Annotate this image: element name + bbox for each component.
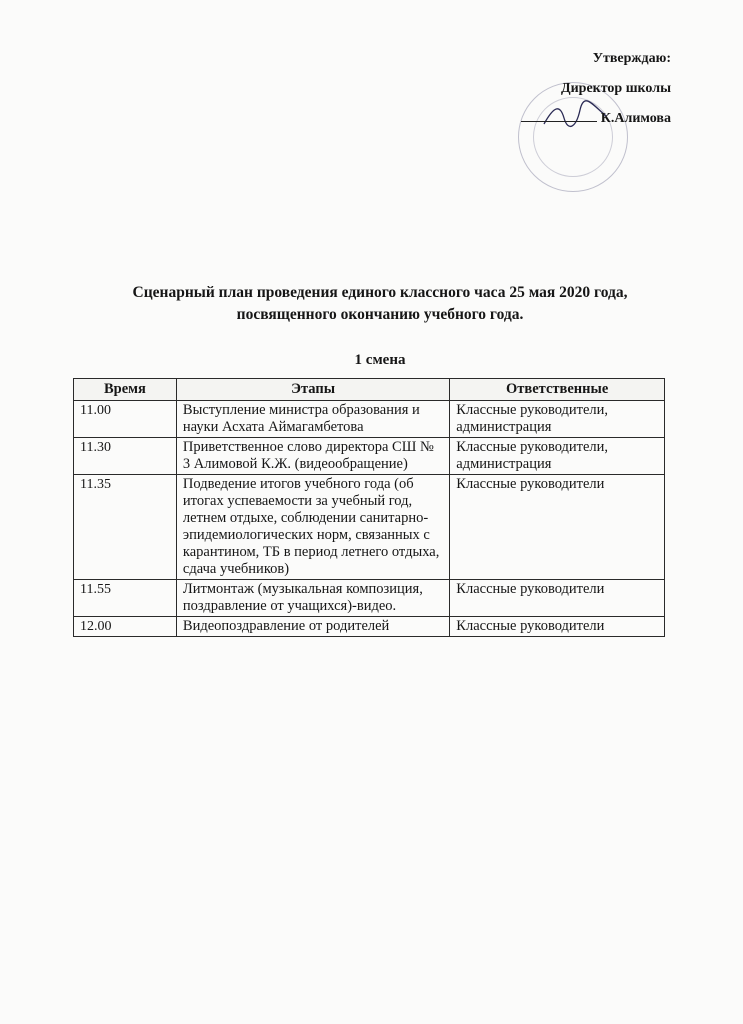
row-responsible: Классные руководители [450,580,665,617]
document-title [90,282,670,326]
schedule-table [73,378,665,637]
header-responsible: Ответственные [450,379,665,401]
table-header-row [74,379,665,401]
row-stage: Приветственное слово директора СШ № 3 Алимовой К.Ж. (видеообращение) [176,438,449,475]
table-row [74,475,665,580]
header-time: Время [74,379,177,401]
row-time: 11.30 [74,438,177,475]
signature-line [521,121,597,122]
row-stage: Подведение итогов учебного года (об итогах успеваемости за учебный год, летнем отдыхе, соблюдении санитарно-эпидемиологических норм, связанных с карантином, ТБ в период летнего отдыха, сдача учебников) [176,475,449,580]
row-responsible: Классные руководители [450,475,665,580]
row-stage: Видеопоздравление от родителей [176,617,449,637]
row-time: 12.00 [74,617,177,637]
table-row [74,401,665,438]
approval-label: Утверждаю: [592,51,671,66]
table-row [74,438,665,475]
row-time: 11.00 [74,401,177,438]
header-stages: Этапы [176,379,449,401]
table-row [74,617,665,637]
table-row [74,580,665,617]
row-responsible: Классные руководители, администрация [450,438,665,475]
signatory-name: К.Алимова [600,111,671,126]
row-time: 11.55 [74,580,177,617]
row-stage: Выступление министра образования и науки Асхата Аймагамбетова [176,401,449,438]
row-stage: Литмонтаж (музыкальная композиция, поздравление от учащихся)-видео. [176,580,449,617]
director-position: Директор школы [560,81,671,96]
approval-block [521,44,671,134]
signatory-line [521,104,671,134]
title-line-1: Сценарный план проведения единого классного часа 25 мая 2020 года, [132,284,628,301]
row-responsible: Классные руководители [450,617,665,637]
title-line-2: посвященного окончанию учебного года. [236,306,524,323]
row-time: 11.35 [74,475,177,580]
shift-heading: 1 смена [354,352,406,368]
row-responsible: Классные руководители, администрация [450,401,665,438]
